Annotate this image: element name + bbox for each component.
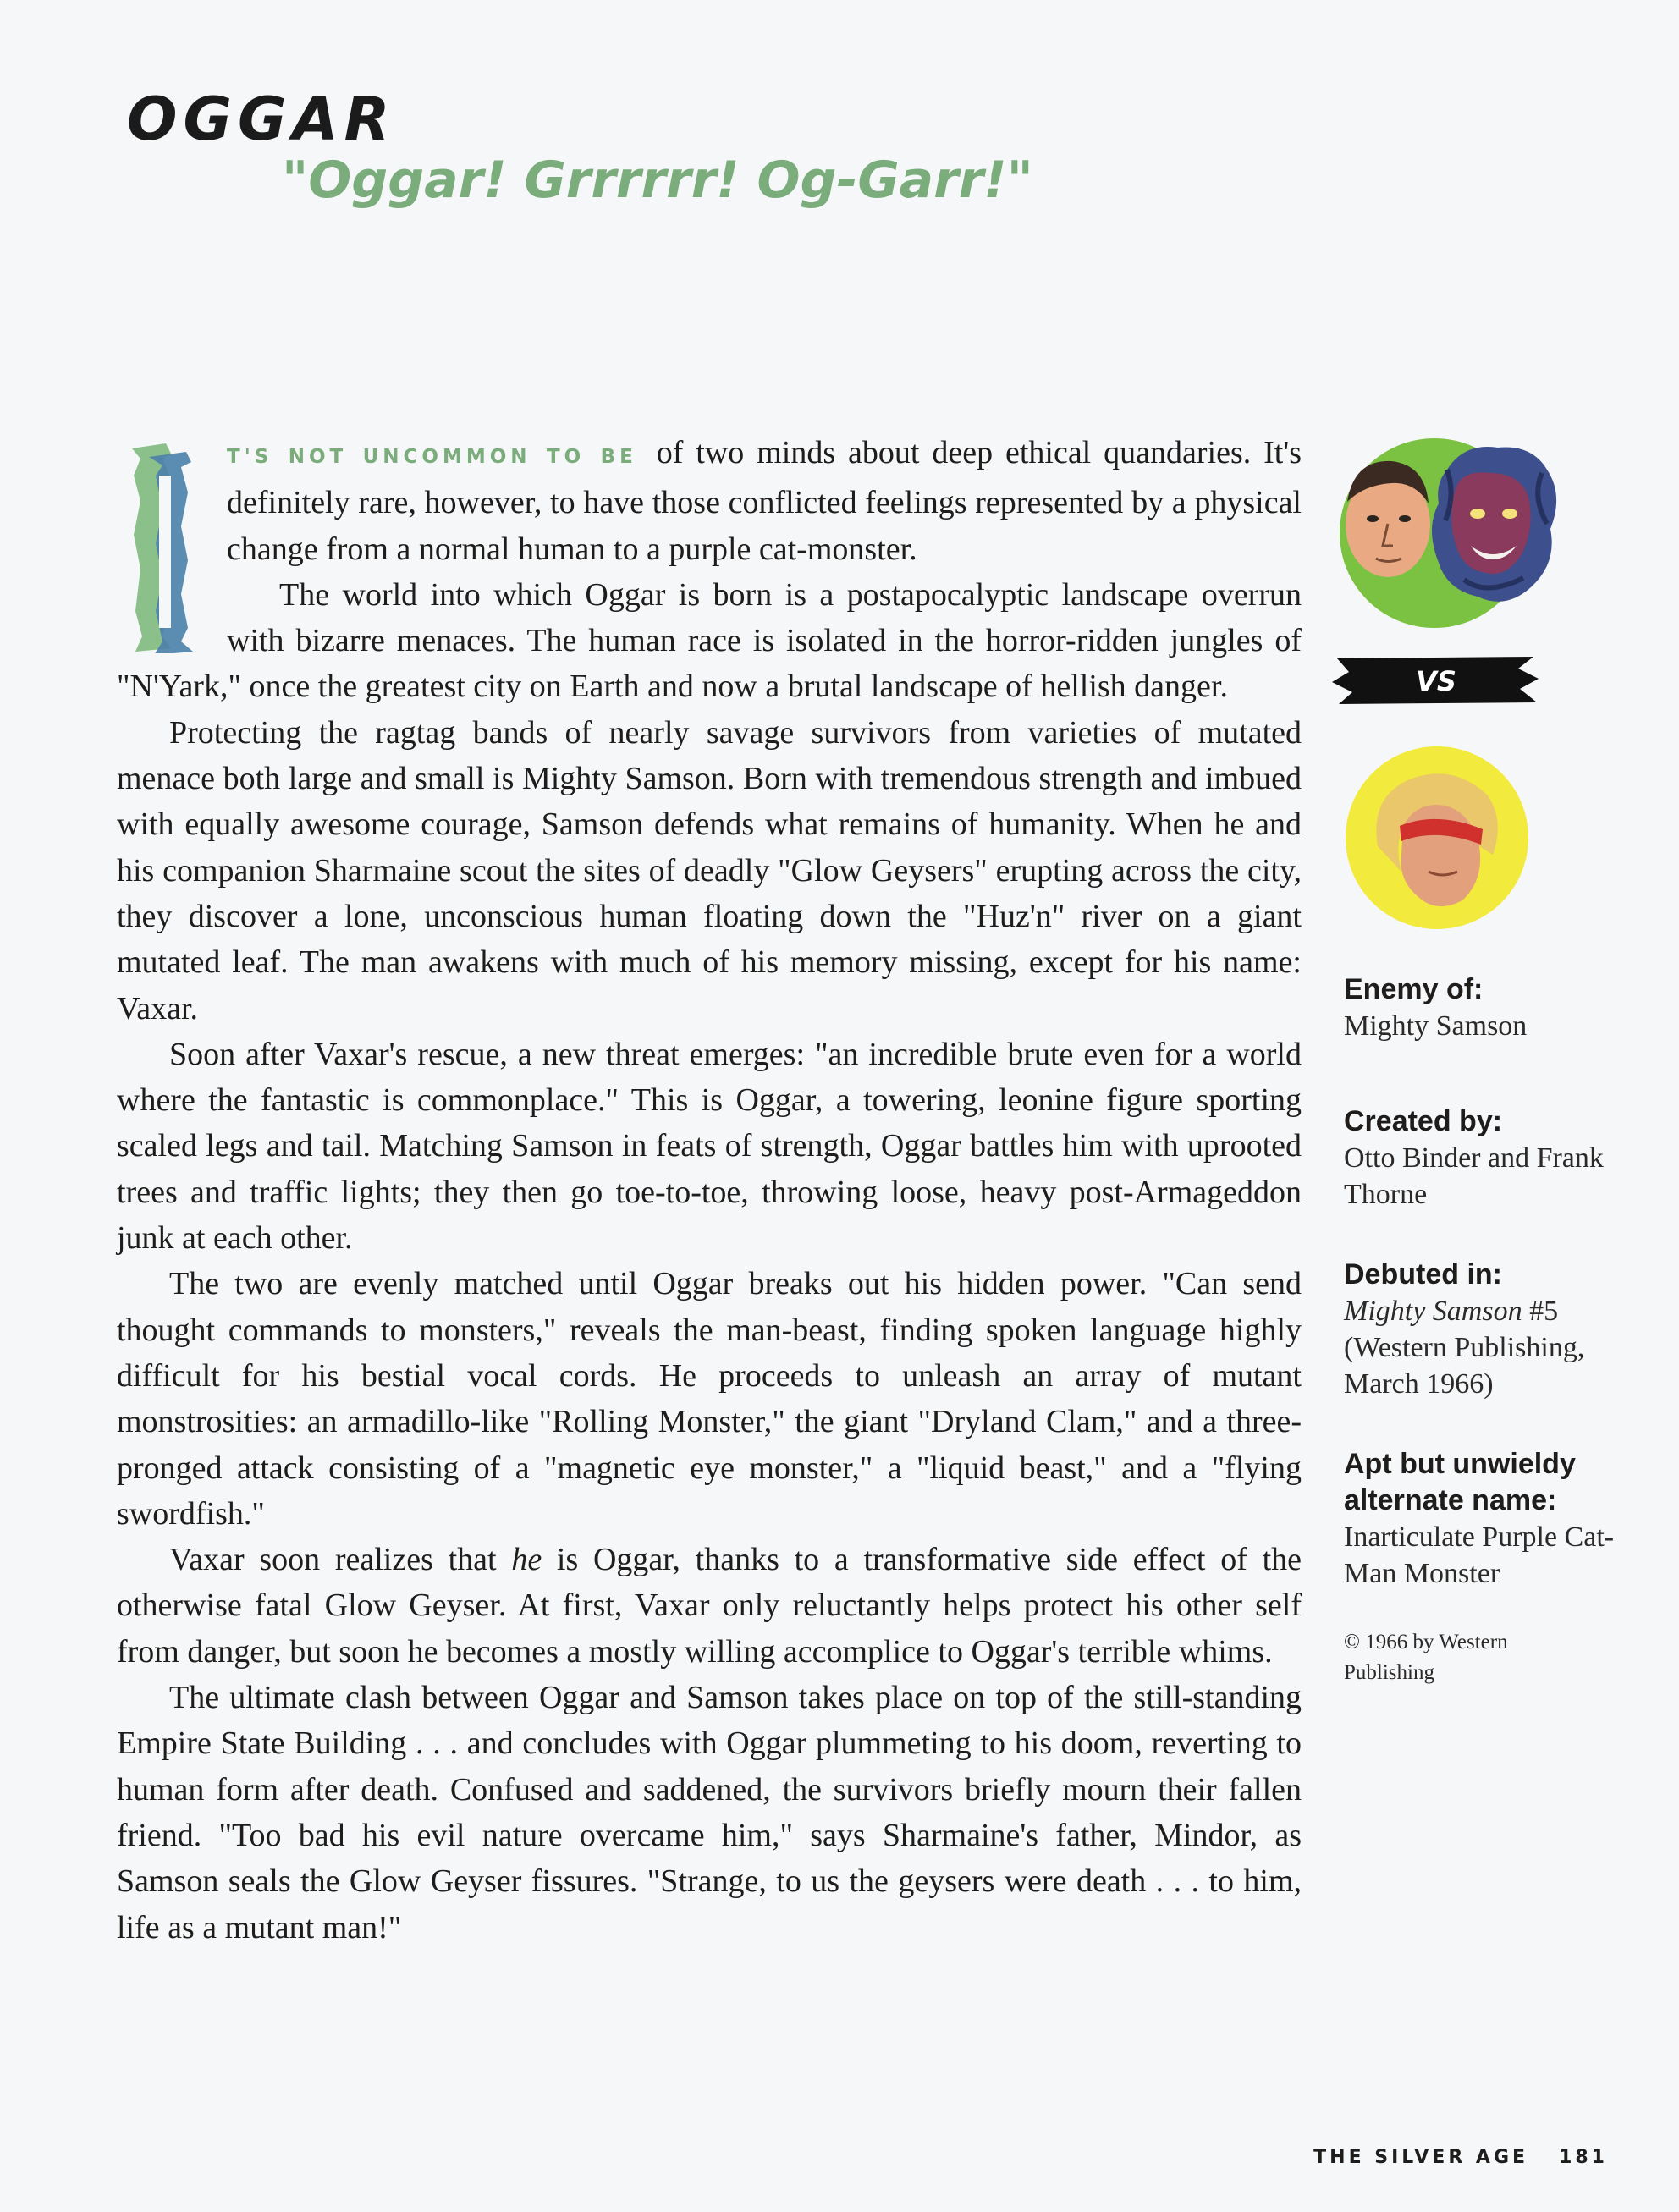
article-paragraph: The ultimate clash between Oggar and Samson takes place on top of the still-standing Empire State Building . . . and concludes with Oggar plummeting to his doom, reverting to human form after death. Confused and saddened, the survivors briefly mourn their fallen friend. "Too bad his evil nature overcame him," says Sharmaine's father, Mindor, as Samson seals the Glow Geyser fissures. "Strange, to us the geysers were death . . . to him, life as a mutant man!" [117,1680,1302,1945]
lead-in: T'S NOT UNCOMMON TO BE [227,446,637,468]
vs-label: VS [1416,665,1456,697]
vs-banner [1330,653,1542,707]
article-paragraph: Vaxar soon realizes that he is Oggar, thanks to a transformative side effect of the otherwise fatal Glow Geyser. At first, Vaxar only reluctantly helps protect his other self from danger, but soon he becomes a mostly willing accomplice to Oggar's terrible whims. [117,1542,1302,1670]
section-name: THE SILVER AGE [1313,2147,1529,2168]
page-footer [1313,2147,1608,2168]
drop-cap [124,442,198,662]
alternate-name: Apt but unwieldy alternate name: Inarticulate Purple Cat-Man Monster [1344,1448,1615,1589]
drop-cap-letter-icon [124,442,198,653]
character-quote: "Oggar! Grrrrrr! Og-Garr!" [282,151,1033,210]
debuted-in: Debuted in: Mighty Samson #5 (Western Publishing, March 1966) [1344,1258,1585,1400]
human-face-icon [1346,461,1430,577]
page-title: OGGAR [127,85,396,154]
villain-portrait [1320,436,1566,630]
article-paragraph: Soon after Vaxar's rescue, a new threat emerges: "an incredible brute even for a world where the fantastic is commonplace." This is Oggar, a towering, leonine figure sporting scaled legs and tail. Matching Samson in feats of strength, Oggar battles him with uprooted trees and traffic lights; they then go toe-to-toe, throwing loose, heavy post-Armageddon junk at each other. [117,1036,1302,1257]
article-paragraph: The world into which Oggar is born is a postapocalyptic landscape overrun with bizarre menaces. The human race is isolated in the horror-ridden jungles of "N'Yark," once the greatest city on Earth and now a brutal landscape of hellish danger. [117,576,1302,705]
cat-monster-icon [1432,447,1556,602]
fact-sidebar [1344,971,1632,1688]
article-body [117,430,1302,1951]
copyright-notice: © 1966 by Western Publishing [1344,1631,1508,1684]
hero-portrait [1344,745,1530,931]
article-paragraph: T'S NOT UNCOMMON TO BE of two minds about deep ethical quandaries. It's definitely rare, however, to have those conflicted feelings represented by a physical change from a normal human to a purple cat-monster. [227,435,1302,567]
page-number: 181 [1559,2147,1608,2168]
article-paragraph: The two are evenly matched until Oggar breaks out his hidden power. "Can send thought commands to monsters," reveals the man-beast, finding spoken language highly difficult for his bestial vocal cords. He proceeds to unleash an array of mutant monstrosities: an armadillo-like "Rolling Monster," the giant "Dryland Clam," and a three-pronged attack consisting of a "magnetic eye monster," a "liquid beast," and a "flying swordfish." [117,1266,1302,1532]
enemy-of: Enemy of: Mighty Samson [1344,973,1528,1042]
article-paragraph: Protecting the ragtag bands of nearly savage survivors from varieties of mutated menace both large and small is Mighty Samson. Born with tremendous strength and imbued with equally awesome courage, Samson defends what remains of humanity. When he and his companion Sharmaine scout the sites of deadly "Glow Geysers" erupting across the city, they discover a lone, unconscious human floating down the "Huz'n" river on a giant mutated leaf. The man awakens with much of his memory missing, except for his name: Vaxar. [117,714,1302,1026]
created-by: Created by: Otto Binder and Frank Thorne [1344,1105,1604,1210]
